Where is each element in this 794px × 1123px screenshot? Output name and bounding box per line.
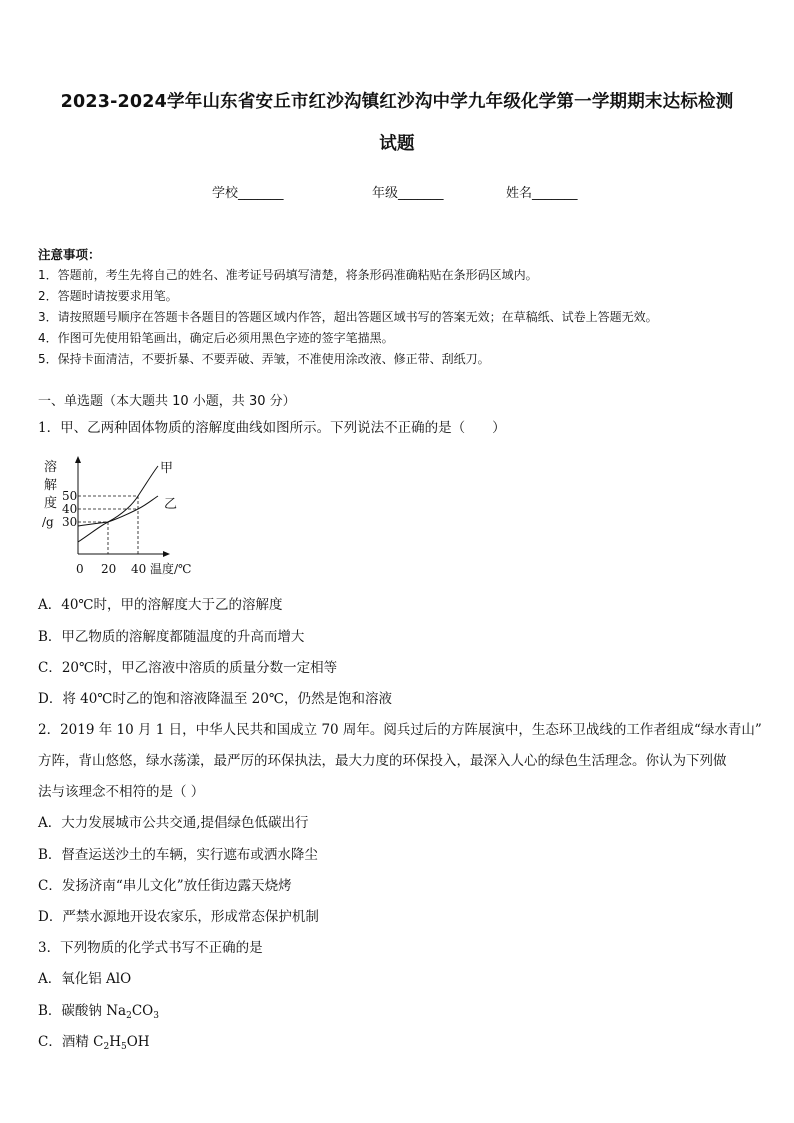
exam-title-line2: 试题 xyxy=(379,134,415,154)
question-2-option-c: C．发扬济南“串儿文化”放任街边露天烧烤 xyxy=(38,878,292,894)
curve-label-yi: 乙 xyxy=(164,497,178,512)
ytick-label: 40 xyxy=(62,502,78,516)
x-axis-arrow-icon xyxy=(163,551,170,557)
note-item: 3．请按照题号顺序在答题卡各题目的答题区域内作答，超出答题区域书写的答案无效；在草稿纸、试卷上答题无效。 xyxy=(38,310,658,324)
question-1-stem: 1．甲、乙两种固体物质的溶解度曲线如图所示。下列说法不正确的是（ ） xyxy=(38,420,506,436)
question-3-option-c xyxy=(38,1030,150,1050)
notes-heading: 注意事项： xyxy=(38,247,101,262)
option-text: OH xyxy=(126,1034,150,1050)
question-3-option-a: A．氧化铝 AlO xyxy=(38,971,132,987)
question-1-option-c: C．20℃时，甲乙溶液中溶质的质量分数一定相等 xyxy=(38,660,338,676)
name-field: 姓名_______ xyxy=(506,186,578,201)
ytick-label: 50 xyxy=(62,489,78,503)
question-2-option-d: D．严禁水源地开设农家乐，形成常态保护机制 xyxy=(38,909,319,925)
ylabel-char: 度 xyxy=(44,496,58,511)
solubility-curve-figure xyxy=(38,452,218,582)
curve-label-jia: 甲 xyxy=(160,461,174,476)
question-2-stem-line: 2．2019 年 10 月 1 日，中华人民共和国成立 70 周年。阅兵过后的方阵展演中，生态环卫战线的工作者组成“绿水青山” xyxy=(38,722,762,738)
subscript: 2 xyxy=(103,1042,110,1052)
section-heading: 一、单选题（本大题共 10 小题，共 30 分） xyxy=(38,394,296,409)
note-item: 1．答题前，考生先将自己的姓名、准考证号码填写清楚，将条形码准确粘贴在条形码区域内。 xyxy=(38,268,538,282)
question-2-stem-line: 方阵，背山悠悠，绿水荡漾，最严厉的环保执法，最大力度的环保投入，最深入人心的绿色生活理念。你认为下列做 xyxy=(38,753,727,769)
curve-yi xyxy=(78,496,158,526)
ylabel-char: 溶 xyxy=(44,460,58,475)
exam-title-line1: 2023-2024学年山东省安丘市红沙沟镇红沙沟中学九年级化学第一学期期末达标检测 xyxy=(60,92,734,112)
ytick-label: 30 xyxy=(62,515,78,529)
xaxis-label: 温度/℃ xyxy=(150,562,192,576)
question-3-stem: 3．下列物质的化学式书写不正确的是 xyxy=(38,940,263,956)
note-item: 2．答题时请按要求用笔。 xyxy=(38,289,178,303)
question-2-stem-line: 法与该理念不相符的是（ ） xyxy=(38,784,205,800)
question-1-option-d: D．将 40℃时乙的饱和溶液降温至 20℃，仍然是饱和溶液 xyxy=(38,691,392,707)
school-field: 学校_______ xyxy=(212,186,284,201)
y-axis-arrow-icon xyxy=(75,456,81,463)
ylabel-char: 解 xyxy=(44,478,58,493)
option-text: B．碳酸钠 Na xyxy=(38,1003,127,1019)
note-item: 5．保持卡面清洁，不要折暴、不要弄破、弄皱，不准使用涂改液、修正带、刮纸刀。 xyxy=(38,352,490,366)
subscript: 3 xyxy=(153,1011,159,1021)
option-text: CO xyxy=(131,1003,154,1019)
option-text: H xyxy=(109,1034,121,1050)
subscript: 2 xyxy=(126,1011,132,1021)
question-2-option-a: A．大力发展城市公共交通,提倡绿色低碳出行 xyxy=(38,815,309,831)
question-2-option-b: B．督查运送沙土的车辆，实行遮布或洒水降尘 xyxy=(38,847,318,863)
question-3-option-b xyxy=(38,999,159,1019)
xtick-label: 0 xyxy=(76,562,84,576)
question-1-option-a: A．40℃时，甲的溶解度大于乙的溶解度 xyxy=(38,597,283,613)
note-item: 4．作图可先使用铅笔画出，确定后必须用黑色字迹的签字笔描黑。 xyxy=(38,331,394,345)
question-1-option-b: B．甲乙物质的溶解度都随温度的升高而增大 xyxy=(38,629,305,645)
ylabel-char: /g xyxy=(42,515,54,529)
grade-field: 年级_______ xyxy=(372,186,444,201)
option-text: C．酒精 C xyxy=(38,1034,104,1050)
subscript: 5 xyxy=(120,1042,127,1052)
xtick-label: 20 xyxy=(101,562,117,576)
xtick-label: 40 xyxy=(131,562,147,576)
